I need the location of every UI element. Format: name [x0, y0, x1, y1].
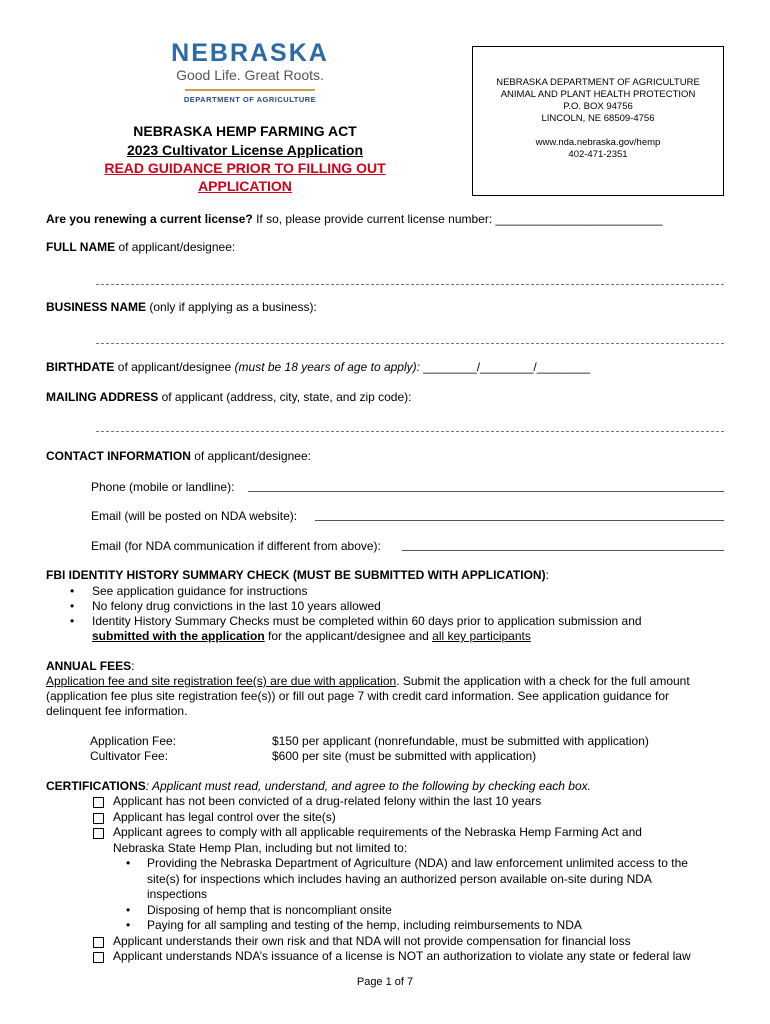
list-item: • No felony drug convictions in the last 10 years allowed: [46, 599, 736, 614]
cert-item-no-violation[interactable]: Applicant understands NDA’s issuance of a license is NOT an authorization to violate any state or federal law: [0, 949, 770, 965]
business-name-label: BUSINESS NAME (only if applying as a business):: [46, 300, 317, 314]
phone-field[interactable]: [248, 491, 724, 492]
certifications-list: [0, 794, 770, 965]
nda-logo: [160, 40, 340, 104]
fees-paragraph: Application fee and site registration fee(s) are due with application. Submit the application with a check for the full amount (application fee plus site registration fee(s)) or fill out page 7 with credit card information. See application guidance for delinquent fee information.: [46, 674, 690, 718]
cultivator-fee-value: $600 per site (must be submitted with application): [272, 749, 537, 763]
full-name-field[interactable]: [96, 283, 724, 285]
birthdate-field[interactable]: BIRTHDATE of applicant/designee (must be 18 years of age to apply): ________/________/________: [46, 360, 591, 374]
annual-fees-heading: ANNUAL FEES:: [46, 659, 135, 673]
address-line: LINCOLN, NE 68509-4756: [541, 113, 655, 124]
certifications-heading: CERTIFICATIONS: Applicant must read, understand, and agree to the following by checking each box.: [46, 779, 591, 793]
email-nda-field[interactable]: [402, 550, 724, 551]
cert-item-risk[interactable]: Applicant understands their own risk and that NDA will not provide compensation for financial loss: [0, 934, 770, 950]
guidance-warning-line2: APPLICATION: [198, 178, 292, 194]
email-nda-label: Email (for NDA communication if different from above):: [91, 539, 381, 553]
cultivator-fee-label: Cultivator Fee:: [90, 749, 169, 763]
mailing-address-field[interactable]: [96, 430, 724, 432]
checkbox[interactable]: [93, 937, 104, 948]
mailing-address-label: MAILING ADDRESS of applicant (address, city, state, and zip code):: [46, 390, 412, 404]
cert-item-no-felony[interactable]: Applicant has not been convicted of a drug-related felony within the last 10 years: [0, 794, 770, 810]
fbi-requirements-list: [46, 584, 736, 644]
cert-subitem-disposal: • Disposing of hemp that is noncompliant onsite: [0, 903, 770, 919]
page-subtitle: 2023 Cultivator License Application: [127, 142, 363, 158]
list-item: • Identity History Summary Checks must be completed within 60 days prior to application submission and submitted with the application for the applicant/designee and all key participants: [46, 614, 736, 644]
contact-info-label: CONTACT INFORMATION of applicant/designee:: [46, 449, 311, 463]
business-name-field[interactable]: [96, 342, 724, 344]
address-line: ANIMAL AND PLANT HEALTH PROTECTION: [500, 89, 696, 100]
checkbox[interactable]: [93, 828, 104, 839]
nda-phone: 402-471-2351: [568, 149, 628, 160]
application-fee-label: Application Fee:: [90, 734, 177, 748]
checkbox[interactable]: [93, 952, 104, 963]
application-fee-value: $150 per applicant (nonrefundable, must be submitted with application): [272, 734, 649, 748]
address-line: P.O. BOX 94756: [563, 101, 633, 112]
logo-divider: [185, 89, 315, 91]
address-line: NEBRASKA DEPARTMENT OF AGRICULTURE: [496, 77, 700, 88]
nda-address-box: [472, 46, 724, 196]
cert-subitem-access: • Providing the Nebraska Department of Agriculture (NDA) and law enforcement unlimited access to the site(s) for inspections which includes having an authorized person available on-site during NDA inspections: [0, 856, 770, 903]
renewal-field[interactable]: Are you renewing a current license? If so, please provide current license number: _________________________: [46, 212, 663, 226]
logo-tagline: Good Life. Great Roots.: [176, 67, 324, 83]
logo-department: DEPARTMENT OF AGRICULTURE: [183, 95, 317, 104]
cert-item-comply[interactable]: Applicant agrees to comply with all applicable requirements of the Nebraska Hemp Farming Act and Nebraska State Hemp Plan, including but not limited to:: [0, 825, 770, 856]
checkbox[interactable]: [93, 813, 104, 824]
guidance-warning-line1: READ GUIDANCE PRIOR TO FILLING OUT: [104, 160, 386, 176]
nda-website: www.nda.nebraska.gov/hemp: [535, 137, 661, 148]
email-public-field[interactable]: [315, 520, 724, 521]
page-number: Page 1 of 7: [356, 976, 414, 988]
email-public-label: Email (will be posted on NDA website):: [91, 509, 298, 523]
page-title: NEBRASKA HEMP FARMING ACT: [133, 123, 357, 139]
cert-subitem-testing: • Paying for all sampling and testing of the hemp, including reimbursements to NDA: [0, 918, 770, 934]
phone-label: Phone (mobile or landline):: [91, 480, 235, 494]
cert-item-legal-control[interactable]: Applicant has legal control over the site(s): [0, 810, 770, 826]
checkbox[interactable]: [93, 797, 104, 808]
logo-wordmark: NEBRASKA: [171, 39, 329, 67]
list-item: • See application guidance for instructions: [46, 584, 736, 599]
fbi-check-heading: FBI IDENTITY HISTORY SUMMARY CHECK (MUST BE SUBMITTED WITH APPLICATION):: [46, 568, 549, 582]
full-name-label: FULL NAME of applicant/designee:: [46, 240, 236, 254]
